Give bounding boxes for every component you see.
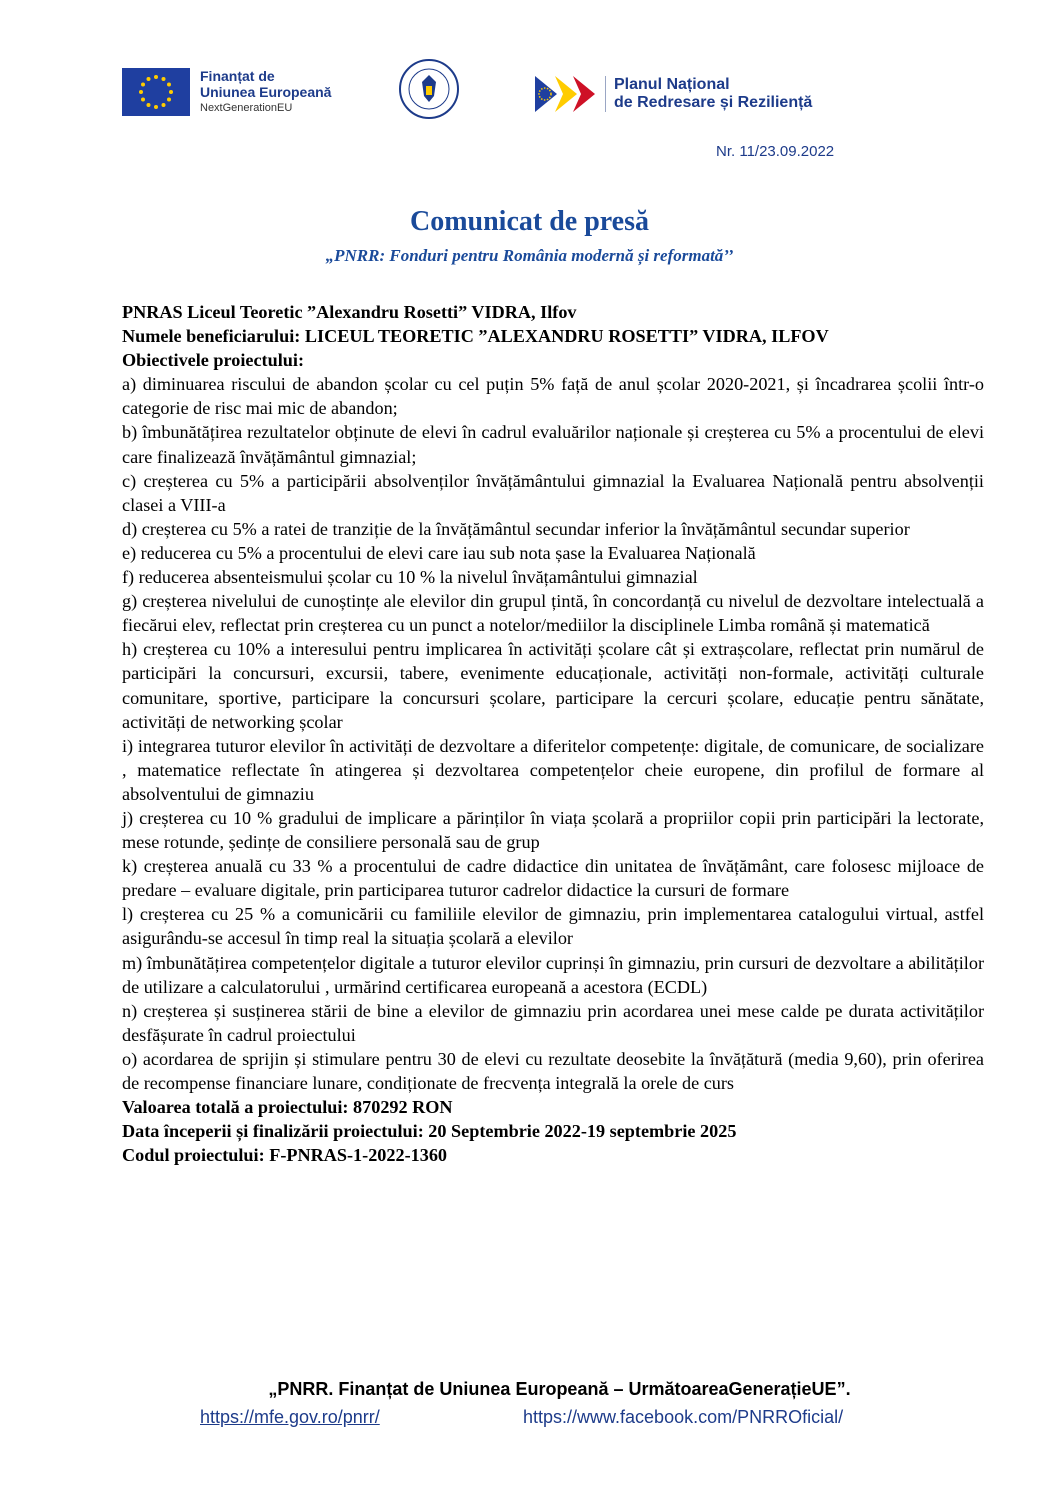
- objective-item: m) îmbunătățirea competențelor digitale a tuturor elevilor cuprinși în gimnaziu, prin cursuri de dezvoltare a abilităților de utilizare a calculatorului , urmărind certificarea europeană a acestora (ECDL): [122, 952, 984, 997]
- eu-star-icon: [162, 77, 166, 81]
- footer-slogan: „PNRR. Finanțat de Uniunea Europeană – UrmătoareaGenerațieUE”.: [268, 1379, 851, 1399]
- project-dates: Data începerii și finalizării proiectului: 20 Septembrie 2022-19 septembrie 2025: [122, 1121, 737, 1142]
- eu-star-icon: [167, 98, 171, 102]
- eu-star-icon: [141, 83, 145, 87]
- footer-link-1-wrap: [200, 1407, 380, 1428]
- eu-star-icon: [169, 90, 173, 94]
- mfe-link[interactable]: https://mfe.gov.ro/pnrr/: [200, 1407, 380, 1427]
- government-seal-icon: [398, 58, 460, 120]
- project-code: Codul proiectului: F-PNRAS-1-2022-1360: [122, 1145, 448, 1166]
- page-subtitle: „PNRR: Fonduri pentru România modernă și reformată’’: [325, 246, 734, 265]
- objective-item: a) diminuarea riscului de abandon școlar cu cel puțin 5% față de anul școlar 2020-2021, și încadrarea școlii într-o categorie de risc mai mic de abandon;: [122, 374, 984, 419]
- objective-item: k) creșterea anuală cu 33 % a procentului de cadre didactice din unitatea de învățământ, care folosesc mijloace de predare – evaluare digitale, prin participarea tuturor cadrelor didactice la cursuri de formare: [122, 856, 984, 901]
- objective-item: d) creșterea cu 5% a ratei de tranziție de la învățământul secundar inferior la învățământul secundar superior: [122, 518, 910, 539]
- pnrr-text-line2: de Redresare și Reziliență: [614, 94, 813, 111]
- beneficiary: Numele beneficiarului: LICEUL TEORETIC ”ALEXANDRU ROSETTI” VIDRA, ILFOV: [122, 326, 829, 347]
- page-title: Comunicat de presă: [409, 206, 650, 237]
- document-body: [122, 300, 984, 1167]
- eu-logo: [122, 68, 331, 116]
- objective-item: e) reducerea cu 5% a procentului de elevi care iau sub nota șase la Evaluarea Națională: [122, 542, 756, 563]
- footer: [0, 1379, 1059, 1427]
- eu-star-icon: [167, 83, 171, 87]
- objectives-heading: Obiectivele proiectului:: [122, 350, 305, 371]
- eu-text-line2: Uniunea Europeană: [200, 84, 332, 100]
- eu-star-icon: [147, 103, 151, 107]
- eu-star-icon: [139, 90, 143, 94]
- eu-star-icon: [154, 105, 158, 109]
- document-number: Nr. 11/23.09.2022: [716, 143, 835, 160]
- project-name: PNRAS Liceul Teoretic ”Alexandru Rosetti” VIDRA, Ilfov: [122, 302, 577, 322]
- objective-item: b) îmbunătățirea rezultatelor obținute de elevi în cadrul evaluărilor naționale și creșterea cu 5% a procentului de elevi care finalizează învățământul gimnazial;: [122, 422, 984, 467]
- eu-star-icon: [141, 98, 145, 102]
- eu-flag-icon: [122, 68, 190, 116]
- pnrr-text-line1: Planul Național: [614, 76, 730, 93]
- objective-item: n) creșterea și susținerea stării de bine a elevilor de gimnaziu prin acordarea unei mese calde pe durata activităților desfășurate în cadrul proiectului: [122, 1000, 984, 1045]
- eu-star-icon: [162, 103, 166, 107]
- logo-bar: [0, 0, 1059, 130]
- objective-item: f) reducerea absenteismului școlar cu 10 % la nivelul învățamântului gimnazial: [122, 567, 698, 588]
- objective-item: i) integrarea tuturor elevilor în activități de dezvoltare a diferitelor competențe: digitale, de comunicare, de socializare , matematice reflectate în atingerea și dezvoltarea competențelor cheie europene, din profilul de formare al absolventului de gimnaziu: [122, 735, 984, 804]
- eu-star-icon: [154, 75, 158, 79]
- objective-item: j) creșterea cu 10 % gradului de implicare a părinților în viața școlară a propriilor copii prin participări la lectorate, mese rotunde, ședințe de consiliere personală sau de grup: [122, 807, 984, 853]
- facebook-link[interactable]: https://www.facebook.com/PNRROficial/: [523, 1407, 844, 1427]
- total-value: Valoarea totală a proiectului: 870292 RON: [122, 1097, 453, 1118]
- pnrr-logo: [533, 72, 812, 116]
- pnrr-logo-text: [605, 76, 812, 112]
- objective-item: c) creșterea cu 5% a participării absolvenților învățământului gimnazial la Evaluarea Națională pentru absolvenții clasei a VIII-a: [122, 470, 984, 515]
- objective-item: l) creșterea cu 25 % a comunicării cu familiile elevilor de gimnaziu, prin implementarea catalogului virtual, astfel asigurându-se accesul în timp real la situația școlară a elevilor: [122, 904, 984, 949]
- objective-item: h) creșterea cu 10% a interesului pentru implicarea în activități școlare cât și extrașcolare, reflectat prin numărul de participări la concursuri, excursii, tabere, evenimente educaționale, activități non-formale, activități culturale comunitare, sportive, participare la concursuri școlare, participare la cercuri școlare, educație pentru sănătate, activități de networking școlar: [122, 639, 984, 732]
- eu-star-icon: [147, 77, 151, 81]
- pnrr-logo-icon: [533, 72, 599, 116]
- eu-text-line3: NextGenerationEU: [200, 102, 293, 114]
- eu-logo-text: [200, 68, 331, 116]
- objective-item: o) acordarea de sprijin și stimulare pentru 30 de elevi cu rezultate deosebite la învățătură (media 9,60), prin oferirea de recompense financiare lunare, condiționate de frecvența integrală la orele de curs: [122, 1048, 984, 1093]
- eu-text-line1: Finanțat de: [200, 68, 275, 84]
- objective-item: g) creșterea nivelului de cunoștințe ale elevilor din grupul țintă, în concordanță cu nivelul de dezvoltare intelectuală a fiecărui elev, reflectat prin creșterea cu un punct a notelor/mediilor la disciplinele Limba română și matematică: [122, 591, 984, 636]
